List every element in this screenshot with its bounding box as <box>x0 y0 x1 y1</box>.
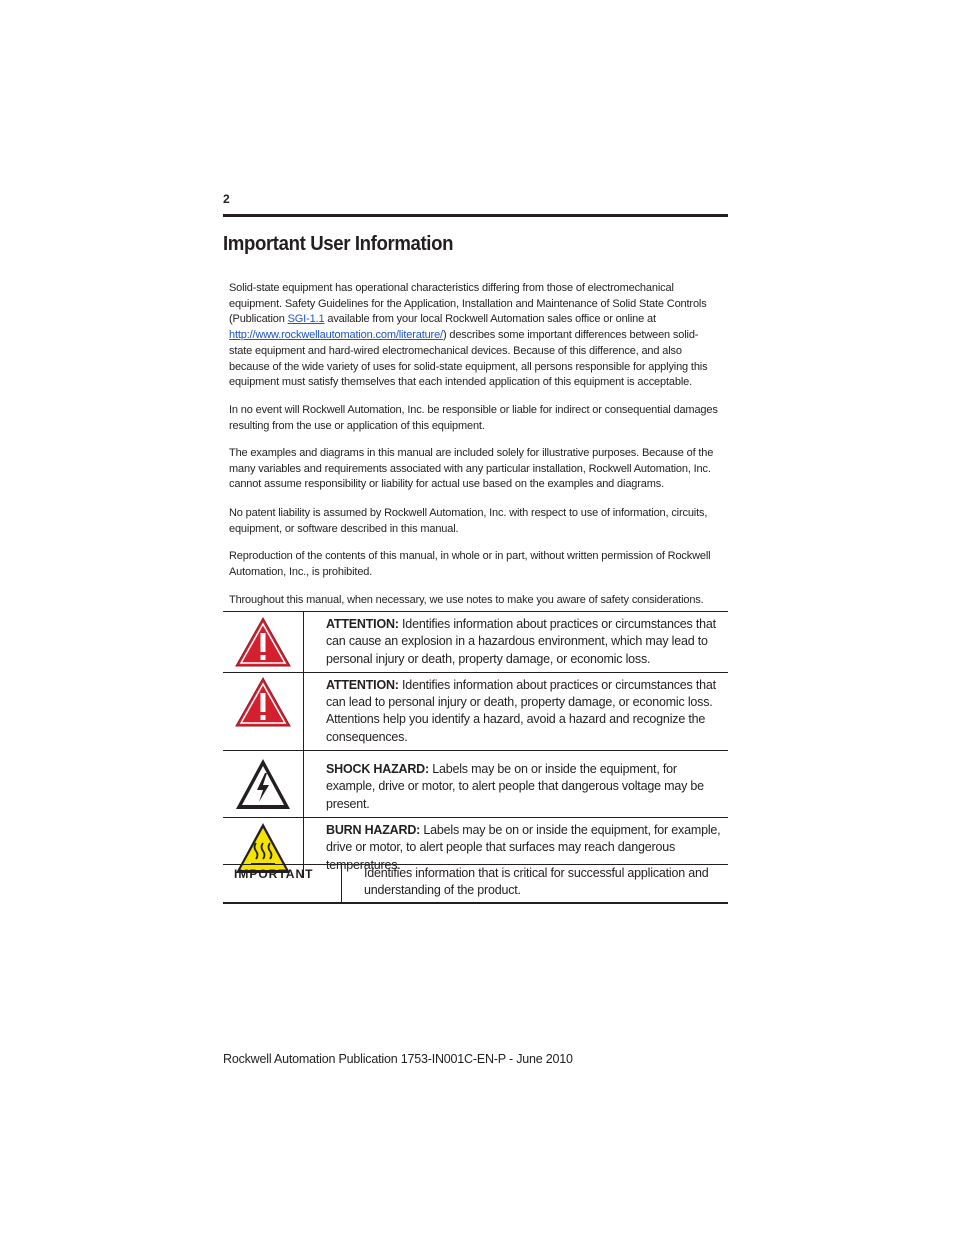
notice-lead: ATTENTION: <box>326 617 399 631</box>
publication-footer: Rockwell Automation Publication 1753-IN001C-EN-P - June 2010 <box>223 1052 573 1066</box>
page-number: 2 <box>223 192 230 206</box>
paragraph-text: ) describes some important differences between solid-state equipment and hard-wired electromechanical devices. Because of this difference, and also because of the wide variety of uses for solid-state equipment, all persons responsible for applying this equipment must satisfy themselves that each intended application of this equipment is acceptable. <box>229 329 708 389</box>
paragraph-patent: No patent liability is assumed by Rockwell Automation, Inc. with respect to use of information, circuits, equipment, or software described in this manual. <box>229 507 708 535</box>
notice-icon-cell <box>223 751 304 818</box>
page-title: Important User Information <box>223 233 454 255</box>
important-label: IMPORTANT <box>223 865 342 904</box>
paragraph-examples: The examples and diagrams in this manual are included solely for illustrative purposes. Because of the many variables and requirements associated with any particular installation, Rockwell Automation, Inc. cannot assume responsibility or liability for actual use based on the examples and diagrams. <box>229 447 714 491</box>
notice-icon-cell <box>223 612 304 673</box>
sgi-link[interactable]: SGI-1.1 <box>287 313 325 326</box>
safety-notices-table <box>223 611 728 878</box>
notice-text <box>304 672 729 750</box>
paragraph-text: available from your local Rockwell Automation sales office or online at <box>324 313 656 326</box>
notice-text <box>304 612 729 673</box>
paragraph-text: Solid-state equipment has operational characteristics differing from those of electromechanical equipment. Safety Guidelines for the Application, Installation and Maintenance of Solid State Controls (Publication <box>229 282 707 326</box>
attention-warning-icon <box>234 676 292 728</box>
notice-lead: ATTENTION: <box>326 677 399 692</box>
literature-link[interactable]: http://www.rockwellautomation.com/literature/ <box>229 329 443 342</box>
notice-body: Labels may be on or inside the equipment, for example, drive or motor, to alert people that surfaces may reach dangerous temperatures. <box>326 822 721 872</box>
notice-lead: BURN HAZARD: <box>326 822 421 837</box>
notice-body: Identifies information about practices or circumstances that can lead to personal injury or death, property damage, or economic loss. Attentions help you identify a hazard, avoid a hazard and recognize the consequences. <box>326 677 716 744</box>
notice-row <box>223 751 728 818</box>
notice-lead: SHOCK HAZARD: <box>326 762 429 777</box>
notice-text <box>304 751 729 818</box>
paragraph-safety-guidelines <box>229 281 721 391</box>
paragraph-notes-intro: Throughout this manual, when necessary, we use notes to make you aware of safety considerations. <box>229 594 704 606</box>
notice-row <box>223 672 728 750</box>
important-notice-table <box>223 864 728 904</box>
notice-icon-cell <box>223 672 304 750</box>
important-text: Identifies information that is critical for successful application and understanding of the product. <box>342 865 729 904</box>
title-rule <box>223 214 728 217</box>
notice-body: Labels may be on or inside the equipment, for example, drive or motor, to alert people that dangerous voltage may be present. <box>326 762 704 811</box>
paragraph-reproduction: Reproduction of the contents of this manual, in whole or in part, without written permission of Rockwell Automation, Inc., is prohibited. <box>229 550 711 578</box>
paragraph-liability: In no event will Rockwell Automation, Inc. be responsible or liable for indirect or consequential damages resulting from the use or application of this equipment. <box>229 404 718 432</box>
notice-body: Identifies information about practices or circumstances that can cause an explosion in a hazardous environment, which may lead to personal injury or death, property damage, or economic loss. <box>326 617 716 666</box>
important-row <box>223 865 728 904</box>
attention-warning-icon <box>234 616 292 668</box>
shock-hazard-icon <box>234 757 292 811</box>
notice-row <box>223 612 728 673</box>
